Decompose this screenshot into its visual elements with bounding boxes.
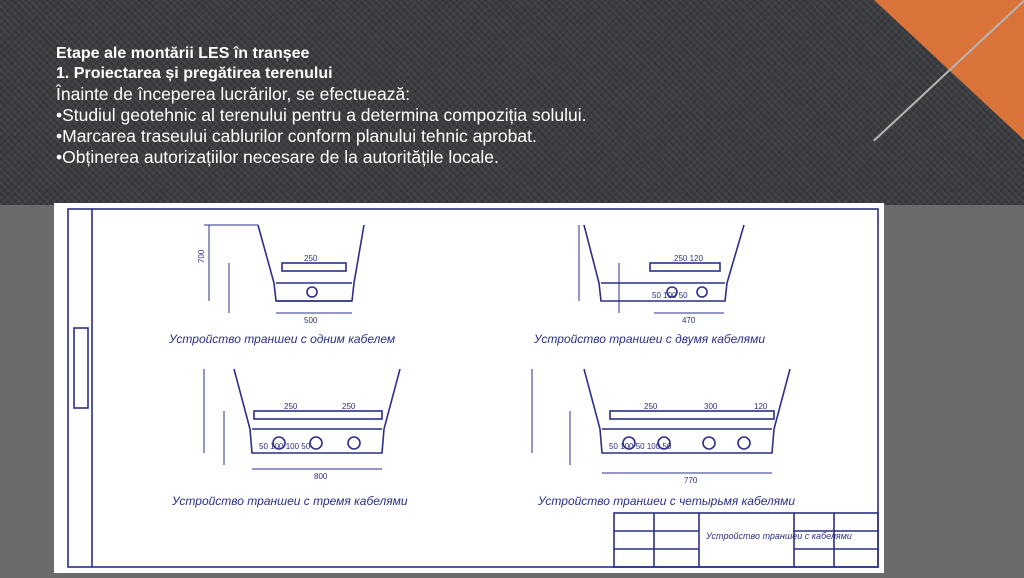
caption-four-cables: Устройство траншеи с четырьмя кабелями [538, 494, 796, 508]
technical-drawing [54, 203, 884, 573]
caption-three-cables: Устройство траншеи с тремя кабелями [172, 494, 408, 508]
trench-four-cables [532, 369, 790, 473]
bullet-3: •Obținerea autorizațiilor necesare de la autoritățile locale. [56, 147, 499, 167]
slide-intro: Înainte de începerea lucrărilor, se efectuează: [56, 84, 411, 104]
trench-three-cables [204, 369, 400, 469]
slide-subtitle: 1. Proiectarea și pregătirea terenului [56, 65, 333, 82]
t1-height-dim: 700 [197, 249, 206, 263]
caption-one-cable: Устройство траншеи с одним кабелем [169, 332, 396, 346]
title-block-label: Устройство траншеи с кабелями [706, 531, 852, 541]
slide-title: Etape ale montării LES în tranșee [56, 45, 310, 62]
t2-top-dim: 250 120 [674, 254, 703, 263]
t3-bottom-dim: 800 [314, 472, 328, 481]
t4-top-dim-1: 250 [644, 402, 658, 411]
t3-top-dim-1: 250 [284, 402, 298, 411]
t1-bottom-dim: 500 [304, 316, 318, 325]
caption-two-cables: Устройство траншеи с двумя кабелями [534, 332, 765, 346]
slide-text [56, 44, 816, 168]
t2-bottom-dim: 470 [682, 316, 696, 325]
t4-top-dim-3: 120 [754, 402, 768, 411]
t3-spacing: 50 100 100 50 [259, 442, 311, 451]
trench-one-cable [204, 225, 364, 313]
drawing-svg [54, 203, 884, 573]
t1-top-dim: 250 [304, 254, 318, 263]
t4-bottom-dim: 770 [684, 476, 698, 485]
bullet-1: •Studiul geotehnic al terenului pentru a determina compoziția solului. [56, 105, 587, 125]
t4-spacing: 50 100 50 100 50 [609, 442, 672, 451]
bullet-2: •Marcarea traseului cablurilor conform planului tehnic aprobat. [56, 126, 537, 146]
corner-accent-edge [864, 0, 1024, 150]
t4-top-dim-2: 300 [704, 402, 718, 411]
t2-spacing: 50 100 50 [652, 291, 688, 300]
t3-top-dim-2: 250 [342, 402, 356, 411]
